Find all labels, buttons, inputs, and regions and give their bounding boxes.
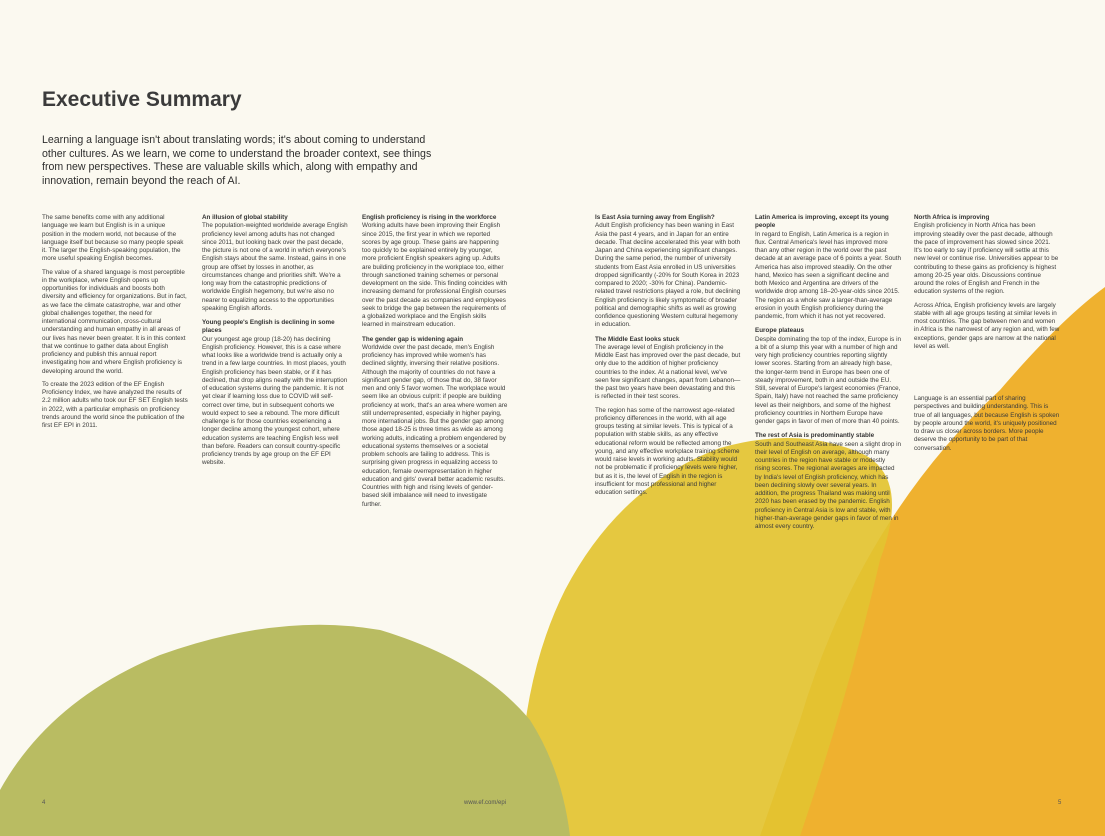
closing-paragraph: Language is an essential part of sharing perspectives and building understanding. This is true of all languages, but because English is spoken by people around the world, it's uniquely positioned to draw us closer across borders. More people deserve the opportunity to be part of that conversation. xyxy=(914,395,1060,452)
section-north-africa xyxy=(914,214,1060,351)
paragraph: To create the 2023 edition of the EF English Proficiency Index, we have analyzed the results of 2.2 million adults who took our EF SET English tests in 2022, with a particular emphasis on proficiency trends around the world since the publication of the first EF EPI in 2011. xyxy=(42,380,188,429)
column-4 xyxy=(595,214,741,503)
paragraph: Across Africa, English proficiency levels are largely stable with all age groups testing at similar levels in most countries. The gap between men and women in Africa is the narrowest of any region and, with few exceptions, gender gaps are narrow at the national level as well. xyxy=(914,301,1060,350)
column-5 xyxy=(755,214,901,537)
section-heading: English proficiency is rising in the workforce xyxy=(362,214,497,221)
section-heading: The gender gap is widening again xyxy=(362,335,464,343)
paragraph: Worldwide over the past decade, men's English proficiency has improved while women's has declined slightly, inversing their relative positions. Although the majority of countries do not have a significant gender gap, of those that do, 38 favor men and only 5 favor women. The workplace would seem like an obvious culprit: if people are building proficiency at work, that's an area where women are still underrepresented, especially in higher paying, more international jobs. But the gender gap among those aged 18-25 is three times as wide as among working adults, indicating a problem engendered by educational systems themselves or a societal problem schools are failing to address. This is surprising given progress in equalizing access to education, female overrepresentation in higher education and girls' overall better academic results. Countries with high and rising levels of gender-based skill imbalance will need to investigate further. xyxy=(362,343,508,508)
page-number-right: 5 xyxy=(1058,800,1062,806)
section-europe xyxy=(755,327,901,426)
paragraph: Our youngest age group (18-20) has declining English proficiency. However, this is a case where what looks like a worldwide trend is actually only a trend in a few large countries. In most places, youth English proficiency has been stable, or if it has declined, that drop aligns neatly with the interruption of education systems during the pandemic. It is not yet clear if learning loss due to COVID will self-correct over time, but in subsequent cohorts we would expect to see a rebound. The more difficult challenge is for those countries experiencing a longer decline among the youngest cohort, where education systems are teaching English less well than before. Readers can consult country-specific proficiency trends by age group on the EF EPI website. xyxy=(202,335,348,467)
paragraph: Working adults have been improving their English since 2015, the first year in which we reported scores by age group. These gains are happening too quickly to be explained entirely by younger, more proficient English speakers aging up. Adults are building proficiency in the workplace too, either through sanctioned training schemes or personal development on the side. This finding coincides with increasing demand for professional English courses over the past decade as companies and employees seek to bridge the gap between the requirements of a globalized workplace and the English skills learned in mainstream education. xyxy=(362,222,508,329)
paragraph: The same benefits come with any additional language we learn but English is in a unique position in the modern world, not because of the language itself but because so many people speak it. The larger the English-speaking population, the more useful speaking English becomes. xyxy=(42,214,184,263)
section-workforce xyxy=(362,214,508,330)
paragraph: The value of a shared language is most perceptible in the workplace, where English opens up opportunities for individuals and boosts both diversity and efficiency for organizations. But in fact, as we face the climate catastrophe, war and other global challenges together, the need for international communication, cross-cultural understanding and human empathy in all areas of our lives has never been greater. It is in this context that we continue to gather data about English proficiency and publish this annual report investigating how and where English proficiency is developing around the world. xyxy=(42,268,187,375)
section-heading: Latin America is improving, except its young people xyxy=(755,214,889,230)
section-rest-of-asia xyxy=(755,432,901,531)
paragraph: In regard to English, Latin America is a region in flux. Central America's level has improved more than any other region in the world over the past decade at an average pace of 6 points a year. South America has also improved steadily. On the other hand, Mexico has seen a significant decline and both Mexico and Argentina are drivers of the worldwide drop among 18–20-year-olds since 2015. The region as a whole saw a larger-than-average erosion in youth English proficiency during the pandemic, from which it has not yet recovered. xyxy=(755,230,901,320)
paragraph: South and Southeast Asia have seen a slight drop in their level of English on average, although many countries in the region have stable or modestly rising scores. The regional averages are impacted by India's level of English proficiency, which has been declining slowly over several years. In addition, the progress Thailand was making until 2020 has been erased by the pandemic. English proficiency in Central Asia is low and stable, with higher-than-average gender gaps in favor of men in almost every country. xyxy=(755,440,901,530)
column-2 xyxy=(202,214,348,474)
section-heading: Europe plateaus xyxy=(755,327,804,335)
paragraph: The average level of English proficiency in the Middle East has improved over the past decade, but only due to the addition of higher proficiency countries to the index. At a national level, we've seen few significant changes, apart from Lebanon—the past two years have been devastating and this is reflected in their test scores. xyxy=(595,343,741,401)
section-heading: North Africa is improving xyxy=(914,214,990,221)
section-heading: Is East Asia turning away from English? xyxy=(595,214,715,221)
paragraph: English proficiency in North Africa has been improving steadily over the past decade, although the pace of improvement has slowed since 2021. It's too early to say if proficiency will settle at this new level or continue rise. Universities appear to be contributing to these gains as proficiency is highest among 20-25 year olds. Discussions continue around the roles of English and French in the education systems of the region. xyxy=(914,222,1059,296)
section-heading: Young people's English is declining in some places xyxy=(202,319,335,335)
section-latin-america xyxy=(755,214,901,321)
lead-paragraph: Learning a language isn't about translating words; it's about coming to understand other cultures. As we learn, we come to understand the broader context, see things from new perspectives. These are valuable skills which, along with empathy and innovation, remain beyond the reach of AI. xyxy=(42,134,432,187)
page-title: Executive Summary xyxy=(42,88,242,111)
paragraph: Despite dominating the top of the index, Europe is in a bit of a slump this year with a number of high and very high proficiency countries reporting slightly lower scores. Starting from an already high base, the longer-term trend in Europe has been one of steady improvement, both in and outside the EU. Still, several of Europe's largest economies (France, Spain, Italy) have not reached the same proficiency level as their neighbors, and some of the highest proficiency countries in Northern Europe have gender gaps in favor of men of more than 40 points. xyxy=(755,335,901,425)
page-number-left: 4 xyxy=(42,800,46,806)
section-global-stability xyxy=(202,214,348,313)
column-1 xyxy=(42,214,188,435)
footer-url: www.ef.com/epi xyxy=(464,800,507,806)
section-young-people xyxy=(202,319,348,468)
section-middle-east xyxy=(595,336,741,498)
section-heading: The Middle East looks stuck xyxy=(595,335,680,343)
paragraph: The population-weighted worldwide average English proficiency level among adults has not changed since 2011, but looking back over the past decade, the picture is not one of a world in which everyone's English stays about the same. Instead, gains in one group are offset by losses in another, as circumstances change and priorities shift. We're a long way from the catastrophic predictions of worldwide English hegemony, but we're also no nearer to equalizing access to the opportunities speaking English affords. xyxy=(202,222,348,312)
column-3 xyxy=(362,214,508,515)
section-east-asia xyxy=(595,214,741,330)
paragraph: Adult English proficiency has been waning in East Asia the past 4 years, and in Japan for an entire decade. That decline accelerated this year with both Japan and China experiencing significant changes. During the same period, the number of university students from East Asia enrolled in US universities dropped significantly (-20% for South Korea in 2023 compared to 2020; -30% for China). Pandemic-related travel restrictions played a role, but declining English proficiency is likely symptomatic of broader political and demographic shifts as well as growing confidence questioning Western cultural hegemony in education. xyxy=(595,222,741,329)
column-6 xyxy=(914,214,1060,458)
section-heading: The rest of Asia is predominantly stable xyxy=(755,432,875,440)
paragraph: The region has some of the narrowest age-related proficiency differences in the world, with all age groups testing at similar levels. This is typical of a population with stable skills, as any effective educational reform would be reflected among the young, and any effective workplace training scheme would raise levels in working adults. Stability would not be problematic if proficiency levels were higher, but as it is, the level of English in the region is insufficient for most professional and higher education settings. xyxy=(595,406,740,496)
section-heading: An illusion of global stability xyxy=(202,214,288,221)
section-gender-gap xyxy=(362,336,508,509)
